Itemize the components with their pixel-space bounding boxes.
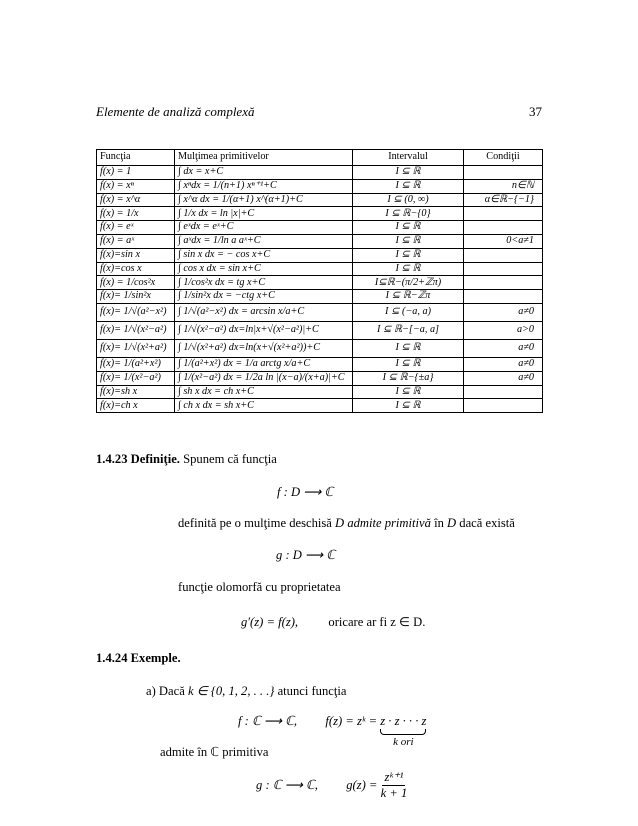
page-number: 37 xyxy=(529,104,542,119)
cell-primitive: ∫ sin x dx = − cos x+C xyxy=(175,248,353,262)
cell-condition xyxy=(464,207,543,221)
definition-number: 1.4.23 xyxy=(96,452,128,466)
cell-function: f(x)= 1/(x²−a²) xyxy=(97,371,175,385)
table-row xyxy=(97,385,543,399)
cell-function: f(x)=ch x xyxy=(97,399,175,413)
cell-interval: I ⊆ ℝ−[−a, a] xyxy=(353,321,464,339)
col-header-primitives: Mulţimea primitivelor xyxy=(175,150,353,166)
definition-line-1-emph: admite primitivă xyxy=(347,516,431,530)
running-title: Elemente de analiză complexă xyxy=(96,104,255,119)
table-row xyxy=(97,371,543,385)
col-header-function: Funcţia xyxy=(97,150,175,166)
cell-condition xyxy=(464,166,543,180)
table-row xyxy=(97,166,543,180)
table-row xyxy=(97,221,543,235)
cell-interval: I ⊆ ℝ xyxy=(353,399,464,413)
example-a-line xyxy=(146,683,346,699)
cell-function: f(x)=sin x xyxy=(97,248,175,262)
cell-interval: I ⊆ ℝ xyxy=(353,179,464,193)
primitive-fraction xyxy=(381,771,408,801)
table-header-row xyxy=(97,150,543,166)
examples-heading-line xyxy=(96,651,181,666)
cell-condition xyxy=(464,385,543,399)
cell-interval: I ⊆ (0, ∞) xyxy=(353,193,464,207)
definition-line-1-D2: D xyxy=(447,516,457,530)
definition-map-g: g : D ⟶ ℂ xyxy=(276,548,336,562)
table-row xyxy=(97,262,543,276)
table-row xyxy=(97,234,543,248)
col-header-interval: Intervalul xyxy=(353,150,464,166)
cell-function: f(x)=sh x xyxy=(97,385,175,399)
table-row xyxy=(97,248,543,262)
cell-interval: I ⊆ ℝ−ℤπ xyxy=(353,290,464,304)
running-header xyxy=(96,104,542,120)
table-row xyxy=(97,193,543,207)
cell-primitive: ∫ 1/√(a²−x²) dx = arcsin x/a+C xyxy=(175,303,353,321)
example-a-admits: admite în ℂ primitiva xyxy=(160,745,269,759)
cell-interval: I ⊆ ℝ xyxy=(353,248,464,262)
table-row xyxy=(97,399,543,413)
cell-function: f(x)= 1/(a²+x²) xyxy=(97,357,175,371)
cell-primitive: ∫ eˣdx = eˣ+C xyxy=(175,221,353,235)
cell-function: f(x) = 1/x xyxy=(97,207,175,221)
examples-heading: Exemple. xyxy=(130,651,181,665)
cell-condition: a≠0 xyxy=(464,339,543,357)
table-row xyxy=(97,207,543,221)
product-underbrace xyxy=(380,714,427,748)
examples-number: 1.4.24 xyxy=(96,651,128,665)
definition-line-1-D: D xyxy=(335,516,345,530)
cell-primitive: ∫ xⁿdx = 1/(n+1) xⁿ⁺¹+C xyxy=(175,179,353,193)
cell-function: f(x) = 1 xyxy=(97,166,175,180)
cell-interval: I ⊆ ℝ xyxy=(353,234,464,248)
cell-interval: I ⊆ ℝ−{±a} xyxy=(353,371,464,385)
table-row xyxy=(97,290,543,304)
definition-heading: Definiţie. xyxy=(130,452,180,466)
cell-condition: a>0 xyxy=(464,321,543,339)
example-a-prefix: a) Dacă xyxy=(146,684,185,698)
cell-primitive: ∫ 1/x dx = ln |x|+C xyxy=(175,207,353,221)
example-a-formula xyxy=(238,713,427,748)
cell-condition xyxy=(464,221,543,235)
cell-condition: a≠0 xyxy=(464,357,543,371)
cell-interval: I ⊆ ℝ xyxy=(353,339,464,357)
example-a-primitive xyxy=(256,771,407,801)
cell-interval: I ⊆ ℝ xyxy=(353,385,464,399)
example-a-condition: k ∈ {0, 1, 2, . . .} xyxy=(187,684,275,698)
cell-function: f(x)=cos x xyxy=(97,262,175,276)
cell-primitive: ∫ 1/(a²+x²) dx = 1/a arctg x/a+C xyxy=(175,357,353,371)
definition-heading-line xyxy=(96,452,277,467)
cell-primitive: ∫ x^α dx = 1/(α+1) x^(α+1)+C xyxy=(175,193,353,207)
property-quantifier: oricare ar fi z ∈ D. xyxy=(328,615,426,629)
cell-primitive: ∫ 1/√(x²−a²) dx=ln|x+√(x²−a²)|+C xyxy=(175,321,353,339)
definition-property xyxy=(241,614,425,630)
cell-function: f(x)= 1/√(x²−a²) xyxy=(97,321,175,339)
cell-function: f(x)= 1/√(x²+a²) xyxy=(97,339,175,357)
map-f: f : ℂ ⟶ ℂ, xyxy=(238,714,298,728)
cell-primitive: ∫ ch x dx = sh x+C xyxy=(175,399,353,413)
cell-interval: I ⊆ ℝ xyxy=(353,221,464,235)
cell-condition xyxy=(464,262,543,276)
definition-line-1-text-e: dacă există xyxy=(459,516,515,530)
cell-primitive: ∫ cos x dx = sin x+C xyxy=(175,262,353,276)
cell-primitive: ∫ dx = x+C xyxy=(175,166,353,180)
cell-interval: I ⊆ (−a, a) xyxy=(353,303,464,321)
definition-line-1 xyxy=(178,516,515,531)
cell-primitive: ∫ 1/cos²x dx = tg x+C xyxy=(175,276,353,290)
table-row xyxy=(97,321,543,339)
cell-function: f(x) = x^α xyxy=(97,193,175,207)
cell-interval: I⊆ℝ−(π/2+ℤπ) xyxy=(353,276,464,290)
cell-condition: a≠0 xyxy=(464,303,543,321)
def-f: f(z) = zᵏ = xyxy=(325,714,378,728)
definition-intro: Spunem că funcţia xyxy=(183,452,277,466)
table-row xyxy=(97,179,543,193)
cell-interval: I ⊆ ℝ xyxy=(353,262,464,276)
table-row xyxy=(97,276,543,290)
cell-interval: I ⊆ ℝ xyxy=(353,357,464,371)
def-g: g(z) = xyxy=(346,777,378,792)
definition-map-f: f : D ⟶ ℂ xyxy=(277,485,334,499)
table-row xyxy=(97,339,543,357)
cell-primitive: ∫ 1/√(x²+a²) dx=ln(x+√(x²+a²))+C xyxy=(175,339,353,357)
table-body xyxy=(97,166,543,413)
fraction-numerator: zᵏ⁺¹ xyxy=(384,770,404,784)
cell-function: f(x) = aˣ xyxy=(97,234,175,248)
cell-condition xyxy=(464,248,543,262)
cell-function: f(x)= 1/sin²x xyxy=(97,290,175,304)
cell-interval: I ⊆ ℝ−{0} xyxy=(353,207,464,221)
underbrace-icon xyxy=(380,729,426,735)
cell-condition: 0<a≠1 xyxy=(464,234,543,248)
fraction-denominator: k + 1 xyxy=(380,785,408,800)
primitives-table xyxy=(96,149,543,413)
product-expression: z · z · · · z xyxy=(380,714,427,728)
cell-condition: n∈ℕ xyxy=(464,179,543,193)
map-g: g : ℂ ⟶ ℂ, xyxy=(256,777,318,792)
underbrace-label: k ori xyxy=(393,736,414,748)
cell-primitive: ∫ 1/(x²−a²) dx = 1/2a ln |(x−a)/(x+a)|+C xyxy=(175,371,353,385)
cell-condition xyxy=(464,399,543,413)
cell-function: f(x)= 1/√(a²−x²) xyxy=(97,303,175,321)
definition-line-1-text-a: definită pe o mulţime deschisă xyxy=(178,516,332,530)
cell-function: f(x) = xⁿ xyxy=(97,179,175,193)
cell-function: f(x) = eˣ xyxy=(97,221,175,235)
table-row xyxy=(97,357,543,371)
cell-condition: a≠0 xyxy=(464,371,543,385)
definition-line-1-text-c: în xyxy=(434,516,444,530)
cell-function: f(x) = 1/cos²x xyxy=(97,276,175,290)
definition-line-2: funcţie olomorfă cu proprietatea xyxy=(178,580,341,594)
cell-primitive: ∫ 1/sin²x dx = −ctg x+C xyxy=(175,290,353,304)
table-row xyxy=(97,303,543,321)
cell-condition: α∈ℝ−{−1} xyxy=(464,193,543,207)
cell-condition xyxy=(464,276,543,290)
example-a-suffix: atunci funcţia xyxy=(277,684,347,698)
col-header-conditions: Condiţii xyxy=(464,150,543,166)
cell-primitive: ∫ aˣdx = 1/ln a aˣ+C xyxy=(175,234,353,248)
property-equation: g′(z) = f(z), xyxy=(241,615,299,629)
cell-condition xyxy=(464,290,543,304)
cell-primitive: ∫ sh x dx = ch x+C xyxy=(175,385,353,399)
cell-interval: I ⊆ ℝ xyxy=(353,166,464,180)
